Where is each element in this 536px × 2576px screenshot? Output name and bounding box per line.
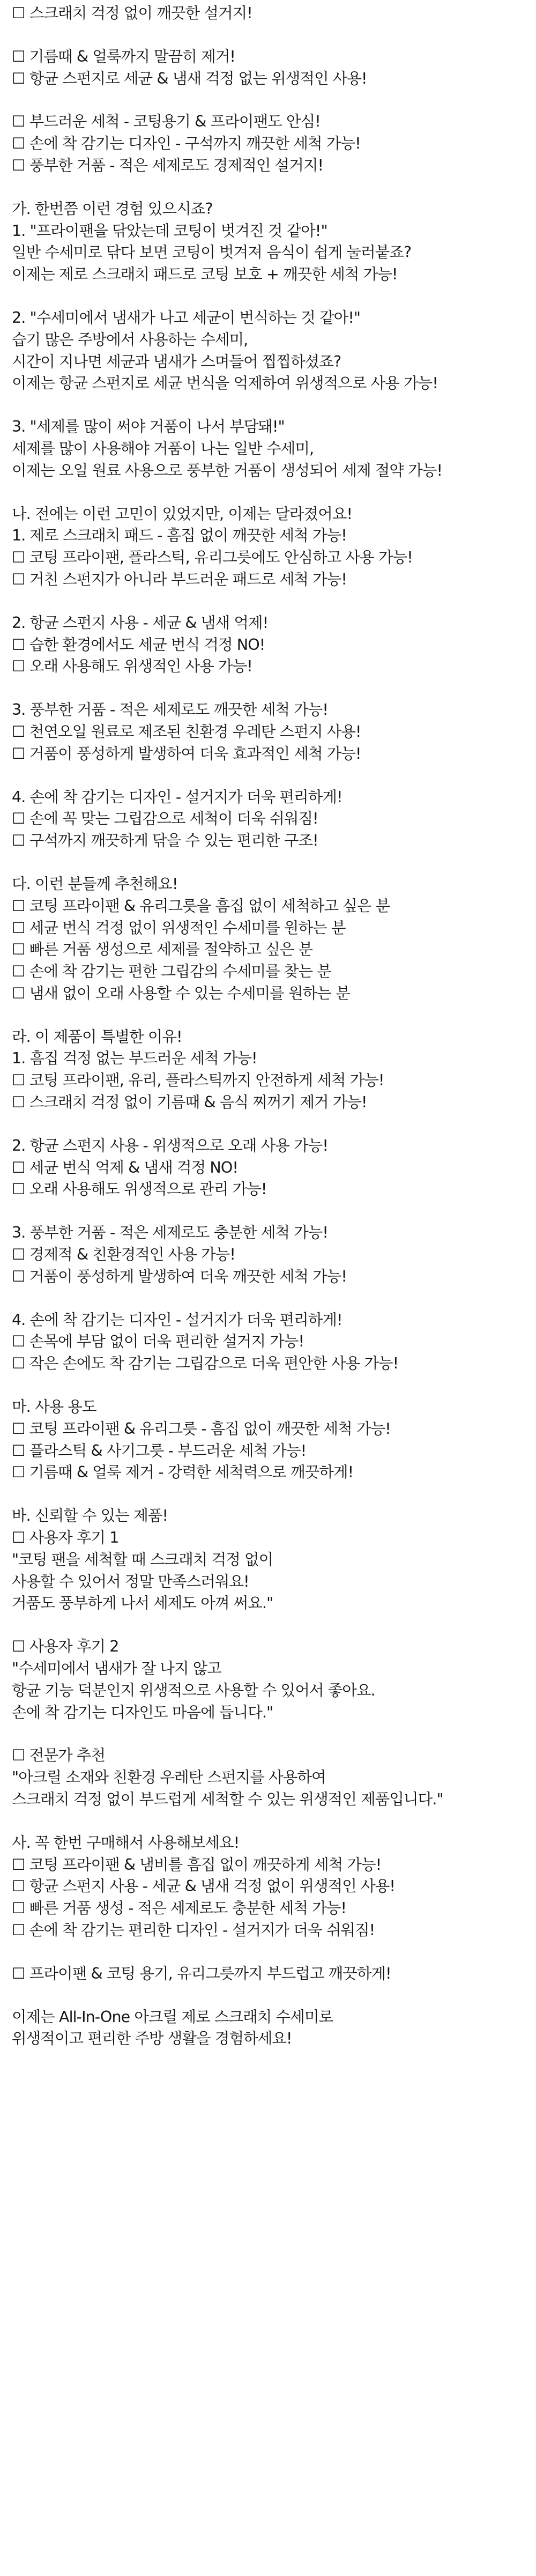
text-line: ☐ 오래 사용해도 위생적인 사용 가능! — [12, 657, 252, 676]
text-paragraph — [12, 1396, 526, 1484]
text-line: ☐ 코팅 프라이팬 & 유리그릇을 흠집 없이 세척하고 싶은 분 — [12, 897, 390, 915]
text-line: 3. 풍부한 거품 - 적은 세제로도 충분한 세척 가능! — [12, 1224, 328, 1242]
text-line: 2. "수세미에서 냄새가 나고 세균이 번식하는 것 같아!" — [12, 308, 361, 327]
text-line: 2. 항균 스펀지 사용 - 세균 & 냄새 억제! — [12, 613, 269, 632]
text-line: ☐ 세균 번식 억제 & 냄새 걱정 NO! — [12, 1158, 238, 1176]
text-line: "아크릴 소재와 친환경 우레탄 스펀지를 사용하여 — [12, 1768, 326, 1787]
text-line: ☐ 코팅 프라이팬, 유리, 플라스틱까지 안전하게 세척 가능! — [12, 1071, 384, 1090]
text-line: ☐ 사용자 후기 2 — [12, 1638, 119, 1656]
text-line: 가. 한번쯤 이런 경험 있으시죠? — [12, 199, 213, 218]
text-line: 바. 신뢰할 수 있는 제품! — [12, 1507, 168, 1525]
text-paragraph — [12, 1832, 526, 1942]
text-line: ☐ 천연오일 원료로 제조된 친환경 우레탄 스펀지 사용! — [12, 722, 361, 741]
text-paragraph — [12, 198, 526, 286]
text-line: 스크래치 걱정 없이 부드럽게 세척할 수 있는 위생적인 제품입니다." — [12, 1790, 443, 1808]
text-paragraph — [12, 699, 526, 765]
text-line: ☐ 코팅 프라이팬 & 유리그릇 - 흠집 없이 깨끗한 세척 가능! — [12, 1419, 391, 1438]
text-paragraph — [12, 307, 526, 395]
text-paragraph — [12, 504, 526, 591]
text-line: 세제를 많이 사용해야 거품이 나는 일반 수세미, — [12, 439, 314, 457]
text-line: 라. 이 제품이 특별한 이유! — [12, 1027, 182, 1046]
text-line: ☐ 거친 스펀지가 아니라 부드러운 패드로 세척 가능! — [12, 570, 347, 588]
text-line: ☐ 손에 착 감기는 편한 그립감의 수세미를 찾는 분 — [12, 963, 331, 981]
text-paragraph — [12, 1026, 526, 1114]
text-line: 시간이 지나면 세균과 냄새가 스며들어 찝찝하셨죠? — [12, 352, 341, 371]
text-line: ☐ 코팅 프라이팬 & 냄비를 흠집 없이 깨끗하게 세척 가능! — [12, 1855, 382, 1874]
text-paragraph — [12, 111, 526, 176]
text-line: ☐ 사용자 후기 1 — [12, 1529, 119, 1547]
text-line: ☐ 거품이 풍성하게 발생하여 더욱 효과적인 세척 가능! — [12, 744, 361, 763]
text-line: 위생적이고 편리한 주방 생활을 경험하세요! — [12, 2030, 292, 2048]
text-paragraph — [12, 874, 526, 1005]
text-line: ☐ 구석까지 깨끗하게 닦을 수 있는 편리한 구조! — [12, 832, 318, 850]
text-paragraph — [12, 612, 526, 678]
text-paragraph — [12, 46, 526, 90]
text-line: ☐ 스크래치 걱정 없이 깨끗한 설거지! — [12, 4, 252, 22]
text-paragraph — [12, 1963, 526, 1985]
text-line: "코팅 팬을 세척할 때 스크래치 걱정 없이 — [12, 1550, 273, 1568]
text-line: 다. 이런 분들께 추천해요! — [12, 875, 178, 893]
text-line: ☐ 코팅 프라이팬, 플라스틱, 유리그릇에도 안심하고 사용 가능! — [12, 549, 413, 567]
text-line: 2. 항균 스펀지 사용 - 위생적으로 오래 사용 가능! — [12, 1136, 328, 1154]
text-line: ☐ 빠른 거품 생성 - 적은 세제로도 충분한 세척 가능! — [12, 1899, 346, 1918]
text-line: ☐ 오래 사용해도 위생적으로 관리 가능! — [12, 1180, 267, 1198]
text-line: ☐ 손에 착 감기는 편리한 디자인 - 설거지가 더욱 쉬워짐! — [12, 1921, 375, 1939]
text-line: ☐ 플라스틱 & 사기그릇 - 부드러운 세척 가능! — [12, 1441, 307, 1460]
text-paragraph — [12, 787, 526, 852]
text-line: ☐ 냄새 없이 오래 사용할 수 있는 수세미를 원하는 분 — [12, 984, 350, 1002]
text-line: "수세미에서 냄새가 잘 나지 않고 — [12, 1660, 222, 1678]
text-line: ☐ 빠른 거품 생성으로 세제를 절약하고 싶은 분 — [12, 941, 313, 959]
text-line: 마. 사용 용도 — [12, 1398, 96, 1416]
text-line: ☐ 손목에 부담 없이 더욱 편리한 설거지 가능! — [12, 1333, 304, 1351]
text-line: 습기 많은 주방에서 사용하는 수세미, — [12, 330, 248, 349]
text-line: ☐ 항균 스펀지 사용 - 세균 & 냄새 걱정 없이 위생적인 사용! — [12, 1877, 395, 1896]
text-line: ☐ 작은 손에도 착 감기는 그립감으로 더욱 편안한 사용 가능! — [12, 1354, 399, 1373]
text-line: ☐ 기름때 & 얼룩까지 말끔히 제거! — [12, 47, 235, 65]
text-line: 1. 제로 스크래치 패드 - 흠집 없이 깨끗한 세척 가능! — [12, 527, 347, 545]
text-line: ☐ 세균 번식 걱정 없이 위생적인 수세미를 원하는 분 — [12, 919, 346, 937]
text-line: ☐ 프라이팬 & 코팅 용기, 유리그릇까지 부드럽고 깨끗하게! — [12, 1964, 391, 1982]
text-line: 3. "세제를 많이 써야 거품이 나서 부담돼!" — [12, 418, 285, 436]
text-paragraph — [12, 1222, 526, 1287]
text-line: 이제는 항균 스펀지로 세균 번식을 억제하여 위생적으로 사용 가능! — [12, 374, 438, 393]
text-paragraph — [12, 1135, 526, 1201]
text-paragraph — [12, 1636, 526, 1723]
text-paragraph — [12, 1745, 526, 1810]
text-line: 1. 흠집 걱정 없는 부드러운 세척 가능! — [12, 1049, 257, 1068]
text-line: 사용할 수 있어서 정말 만족스러워요! — [12, 1572, 249, 1590]
text-line: 이제는 오일 원료 사용으로 풍부한 거품이 생성되어 세제 절약 가능! — [12, 461, 442, 479]
text-paragraph — [12, 3, 526, 25]
text-line: ☐ 습한 환경에서도 세균 번식 걱정 NO! — [12, 635, 265, 654]
text-line: 이제는 제로 스크래치 패드로 코팅 보호 + 깨끗한 세척 가능! — [12, 265, 398, 284]
text-line: 4. 손에 착 감기는 디자인 - 설거지가 더욱 편리하게! — [12, 1311, 343, 1329]
text-paragraph — [12, 2007, 526, 2051]
text-paragraph — [12, 416, 526, 482]
text-paragraph — [12, 1309, 526, 1375]
text-line: ☐ 손에 착 감기는 디자인 - 구석까지 깨끗한 세척 가능! — [12, 135, 361, 153]
text-line: ☐ 거품이 풍성하게 발생하여 더욱 깨끗한 세척 가능! — [12, 1267, 347, 1285]
text-line: 일반 수세미로 닦다 보면 코팅이 벗겨져 음식이 쉽게 눌러붙죠? — [12, 243, 412, 262]
text-line: 나. 전에는 이런 고민이 있었지만, 이제는 달라졌어요! — [12, 505, 353, 523]
text-line: ☐ 풍부한 거품 - 적은 세제로도 경제적인 설거지! — [12, 156, 324, 174]
text-line: ☐ 부드러운 세척 - 코팅용기 & 프라이팬도 안심! — [12, 113, 321, 131]
text-line: 4. 손에 착 감기는 디자인 - 설거지가 더욱 편리하게! — [12, 788, 343, 806]
text-line: 1. "프라이팬을 닦았는데 코팅이 벗겨진 것 같아!" — [12, 221, 327, 240]
text-line: ☐ 항균 스펀지로 세균 & 냄새 걱정 없는 위생적인 사용! — [12, 69, 367, 87]
text-line: ☐ 전문가 추천 — [12, 1746, 106, 1765]
text-line: ☐ 스크래치 걱정 없이 기름때 & 음식 찌꺼기 제거 가능! — [12, 1093, 367, 1112]
text-line: 거품도 풍부하게 나서 세제도 아껴 써요." — [12, 1594, 273, 1612]
text-line: 3. 풍부한 거품 - 적은 세제로도 깨끗한 세척 가능! — [12, 701, 328, 719]
text-line: 손에 착 감기는 디자인도 마음에 듭니다." — [12, 1703, 273, 1721]
text-line: ☐ 손에 꼭 맞는 그립감으로 세척이 더욱 쉬워짐! — [12, 810, 318, 828]
text-line: 이제는 All-In-One 아크릴 제로 스크래치 수세미로 — [12, 2008, 333, 2026]
text-line: ☐ 기름때 & 얼룩 제거 - 강력한 세척력으로 깨끗하게! — [12, 1463, 354, 1482]
text-line: 사. 꼭 한번 구매해서 사용해보세요! — [12, 1833, 240, 1852]
text-paragraph — [12, 1505, 526, 1615]
text-line: 항균 기능 덕분인지 위생적으로 사용할 수 있어서 좋아요. — [12, 1681, 375, 1699]
text-line: ☐ 경제적 & 친환경적인 사용 가능! — [12, 1246, 235, 1264]
